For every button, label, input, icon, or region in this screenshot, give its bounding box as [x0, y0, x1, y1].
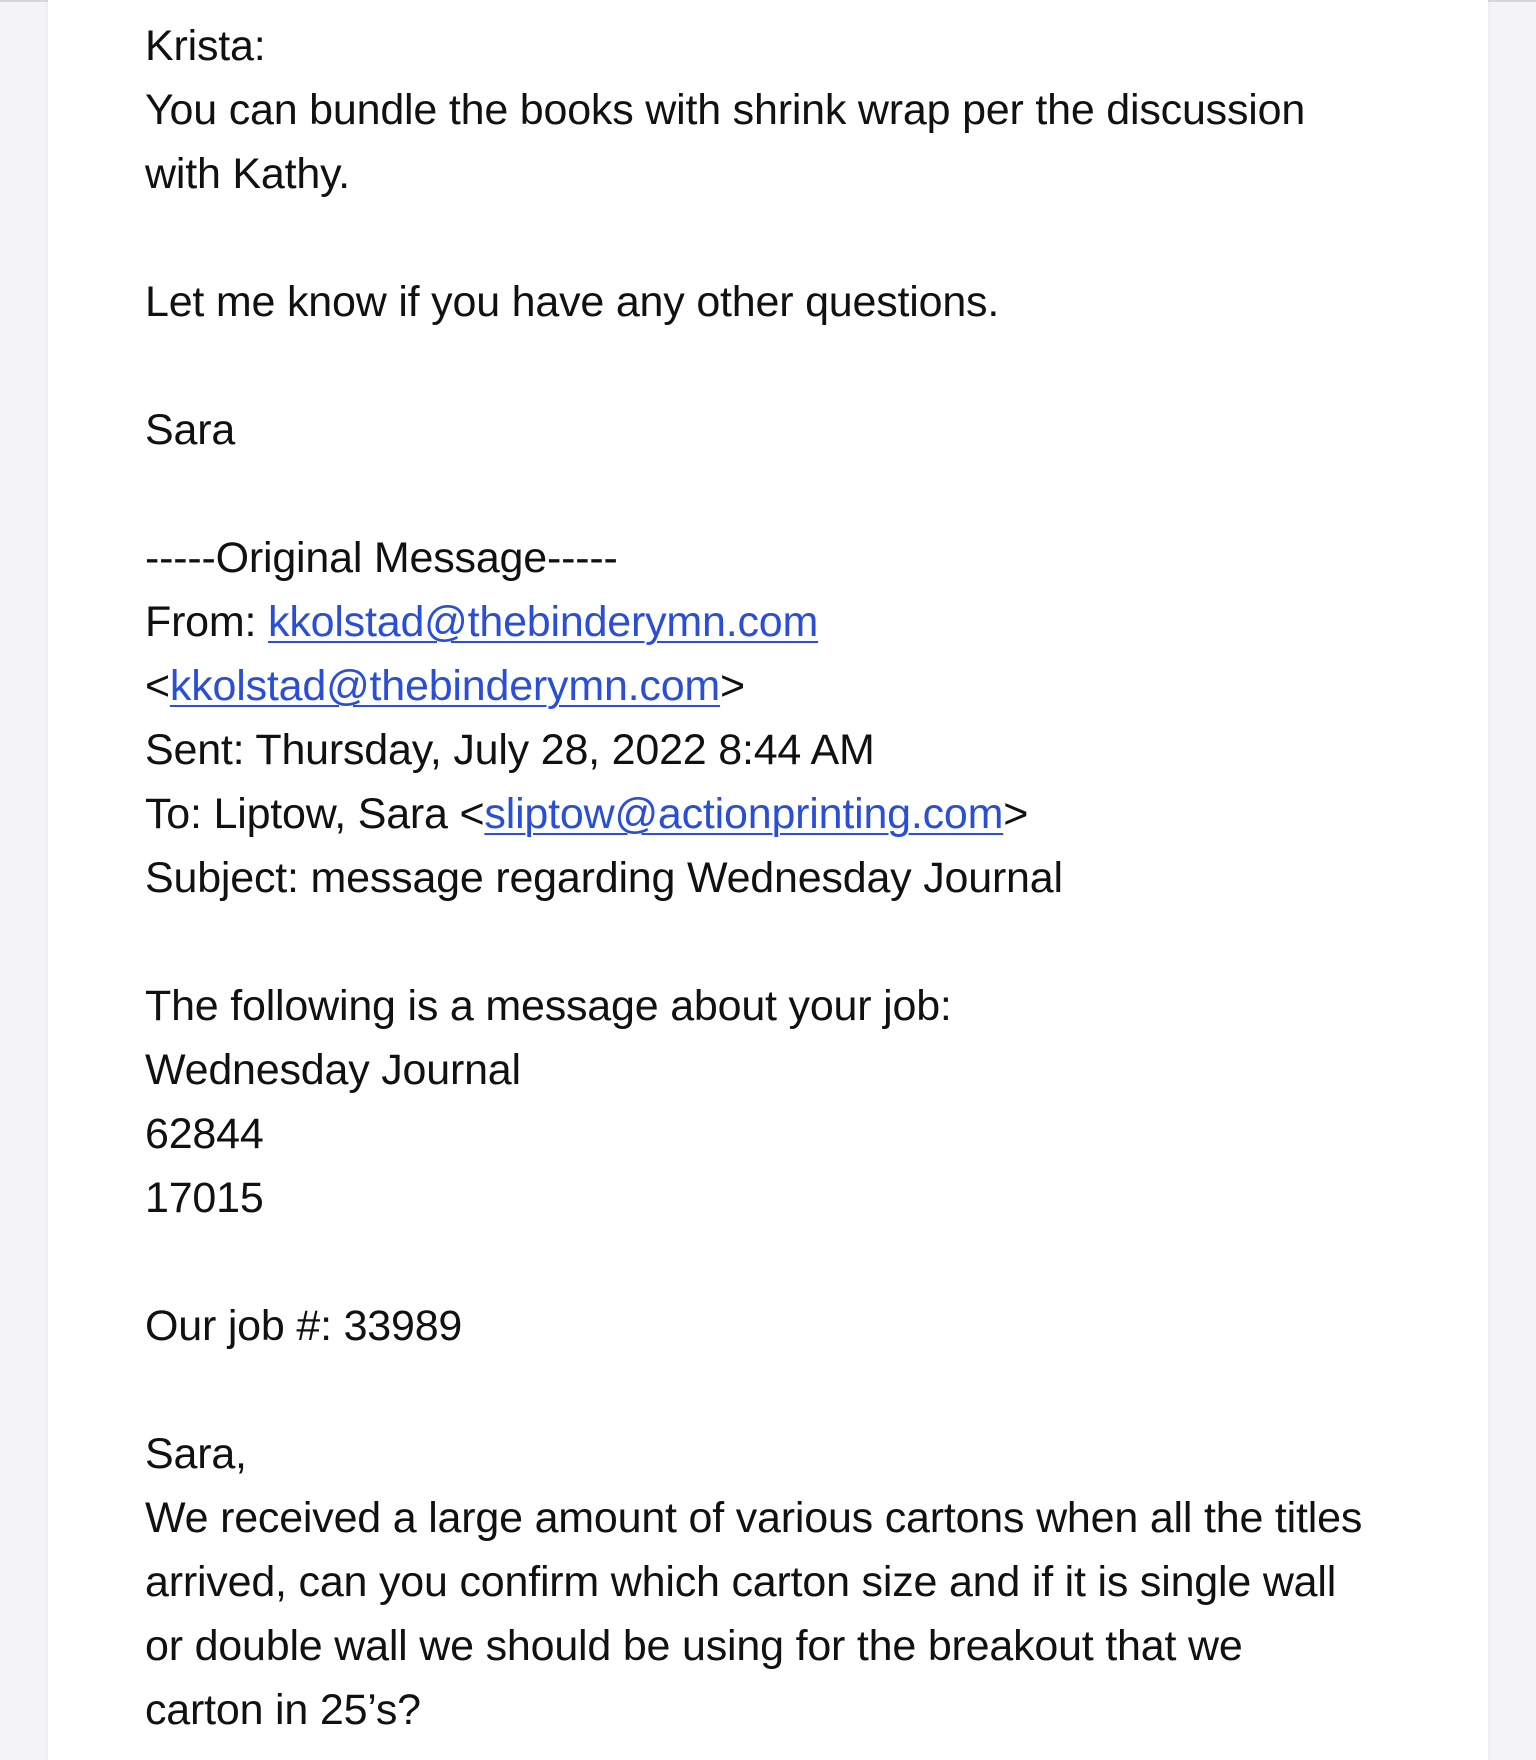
message-line: We received a large amount of various cartons when all the titles: [145, 1494, 1363, 1542]
spacer: [145, 1230, 1505, 1294]
spacer: [145, 334, 1505, 398]
message-intro: The following is a message about your job:: [145, 982, 952, 1030]
subject-header: Subject: message regarding Wednesday Journal: [145, 854, 1063, 902]
message-line: or double wall we should be using for the breakout that we: [145, 1622, 1243, 1670]
email-page: [48, 0, 1488, 1760]
from-header: [145, 590, 1505, 654]
from-header-continued: [145, 654, 1505, 718]
sent-header: Sent: Thursday, July 28, 2022 8:44 AM: [145, 726, 875, 774]
to-header: [145, 782, 1505, 846]
our-job-number: Our job #: 33989: [145, 1302, 463, 1350]
to-label: To: Liptow, Sara <: [145, 790, 485, 838]
from-email-link[interactable]: kkolstad@thebinderymn.com: [268, 598, 819, 646]
spacer: [145, 462, 1505, 526]
reply-body-line: with Kathy.: [145, 150, 350, 198]
message-line: arrived, can you confirm which carton size and if it is single wall: [145, 1558, 1337, 1606]
spacer: [145, 206, 1505, 270]
bracket-close: >: [720, 662, 745, 710]
spacer: [145, 910, 1505, 974]
email-body: [145, 14, 1505, 1742]
reply-body-line: You can bundle the books with shrink wrap per the discussion: [145, 86, 1306, 134]
to-email-link[interactable]: sliptow@actionprinting.com: [484, 790, 1004, 838]
message-line: carton in 25’s?: [145, 1686, 421, 1734]
bracket-close: >: [1003, 790, 1029, 838]
reply-greeting: Krista:: [145, 22, 266, 70]
original-message-separator: -----Original Message-----: [145, 534, 618, 582]
job-number: 17015: [145, 1174, 264, 1222]
spacer: [145, 1358, 1505, 1422]
reply-body-line: Let me know if you have any other questions.: [145, 278, 1000, 326]
reply-signature: Sara: [145, 406, 236, 454]
from-label: From:: [145, 598, 269, 646]
from-email-link-2[interactable]: kkolstad@thebinderymn.com: [169, 662, 721, 710]
job-title: Wednesday Journal: [145, 1046, 521, 1094]
job-number: 62844: [145, 1110, 264, 1158]
message-salutation: Sara,: [145, 1430, 247, 1478]
bracket-open: <: [145, 662, 170, 710]
